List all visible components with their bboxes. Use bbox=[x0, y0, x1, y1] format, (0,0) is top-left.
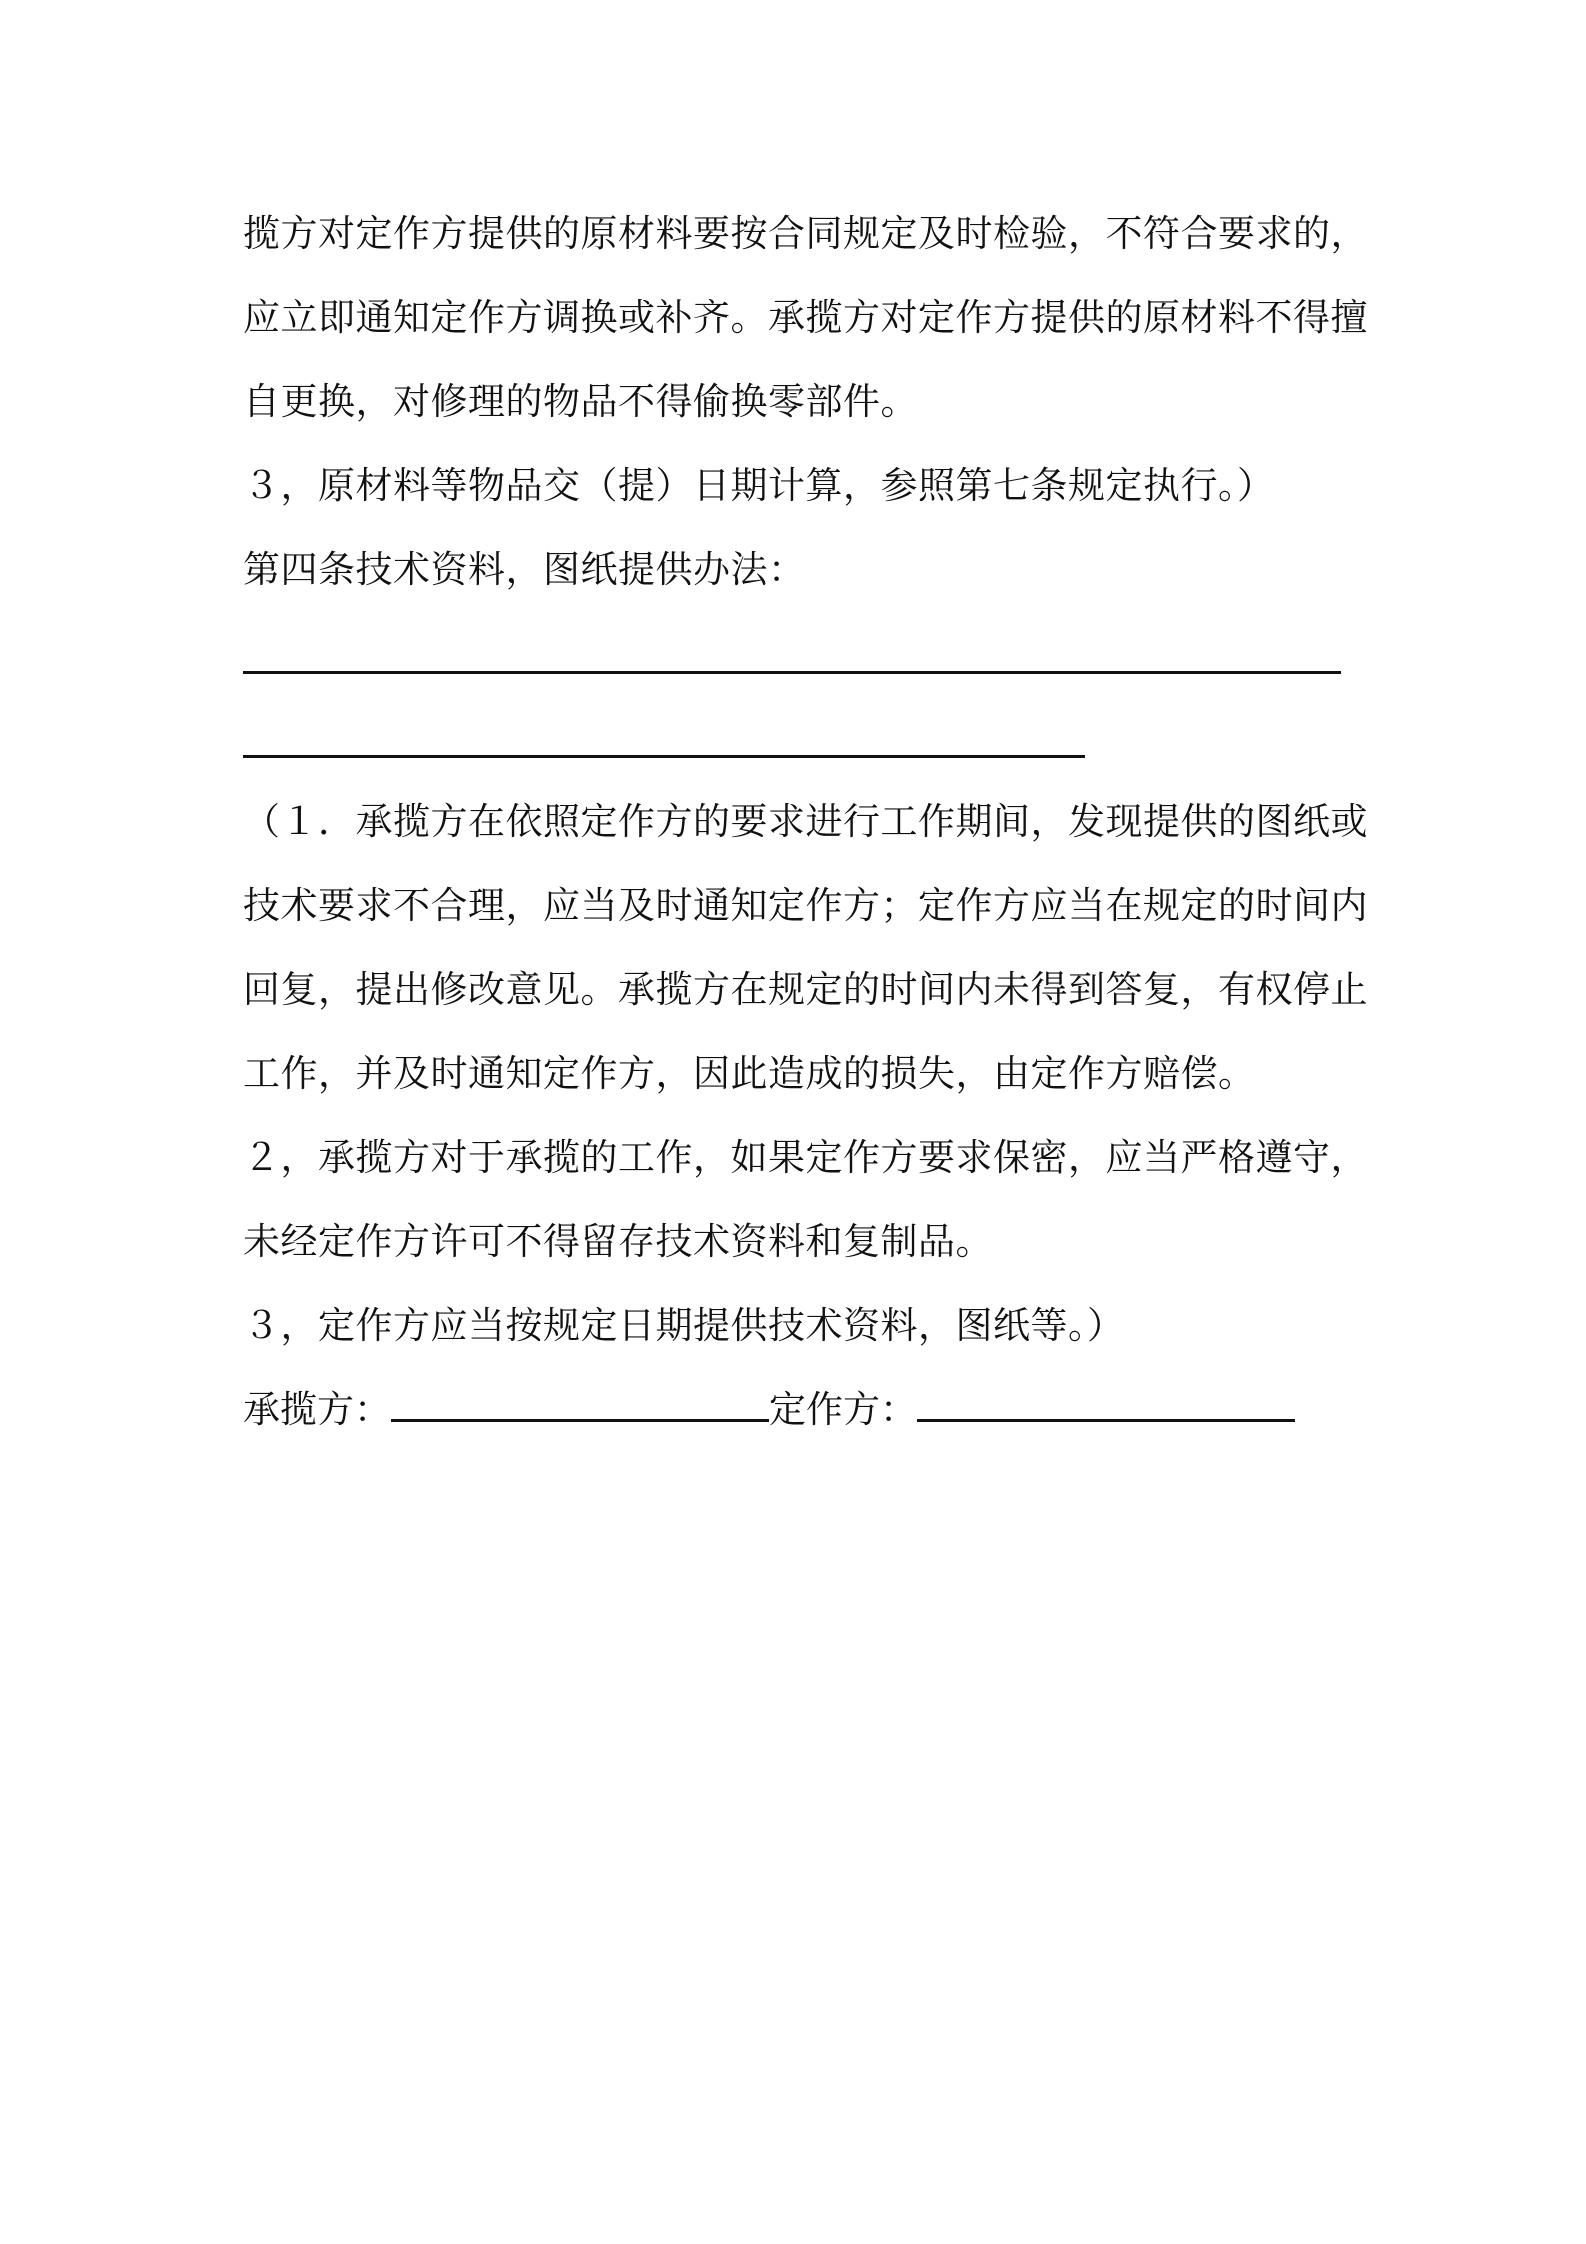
fill-in-blank-line bbox=[243, 612, 1363, 696]
paragraph-line: ３，定作方应当按规定日期提供技术资料，图纸等。） bbox=[243, 1304, 1125, 1347]
paragraph-line: 自更换，对修理的物品不得偷换零部件。 bbox=[243, 380, 918, 423]
paragraph-line: ３，原材料等物品交（提）日期计算，参照第七条规定执行。） bbox=[243, 464, 1275, 507]
blank-underline bbox=[243, 671, 1341, 674]
client-label: 定作方： bbox=[769, 1388, 917, 1431]
paragraph-line: 揽方对定作方提供的原材料要按合同规定及时检验，不符合要求的， bbox=[243, 212, 1368, 255]
paragraph-line: 未经定作方许可不得留存技术资料和复制品。 bbox=[243, 1220, 993, 1263]
paragraph-line: ２，承揽方对于承揽的工作，如果定作方要求保密，应当严格遵守， bbox=[243, 1136, 1368, 1179]
section-heading: 第四条技术资料，图纸提供办法： bbox=[243, 548, 806, 591]
fill-in-blank-line bbox=[243, 696, 1363, 780]
paragraph-line: 应立即通知定作方调换或补齐。承揽方对定作方提供的原材料不得擅 bbox=[243, 296, 1368, 339]
client-signature-blank bbox=[917, 1389, 1295, 1422]
paragraph-line: 技术要求不合理，应当及时通知定作方；定作方应当在规定的时间内 bbox=[243, 884, 1368, 927]
paragraph-line: （１．承揽方在依照定作方的要求进行工作期间，发现提供的图纸或 bbox=[243, 800, 1368, 843]
contractor-label: 承揽方： bbox=[243, 1388, 391, 1431]
contractor-signature-blank bbox=[391, 1389, 769, 1422]
document-body bbox=[243, 192, 1368, 1452]
blank-underline bbox=[243, 755, 1085, 758]
paragraph-line: 回复，提出修改意见。承揽方在规定的时间内未得到答复，有权停止 bbox=[243, 968, 1368, 1011]
signature-row bbox=[243, 1368, 1363, 1452]
paragraph-line: 工作，并及时通知定作方，因此造成的损失，由定作方赔偿。 bbox=[243, 1052, 1256, 1095]
